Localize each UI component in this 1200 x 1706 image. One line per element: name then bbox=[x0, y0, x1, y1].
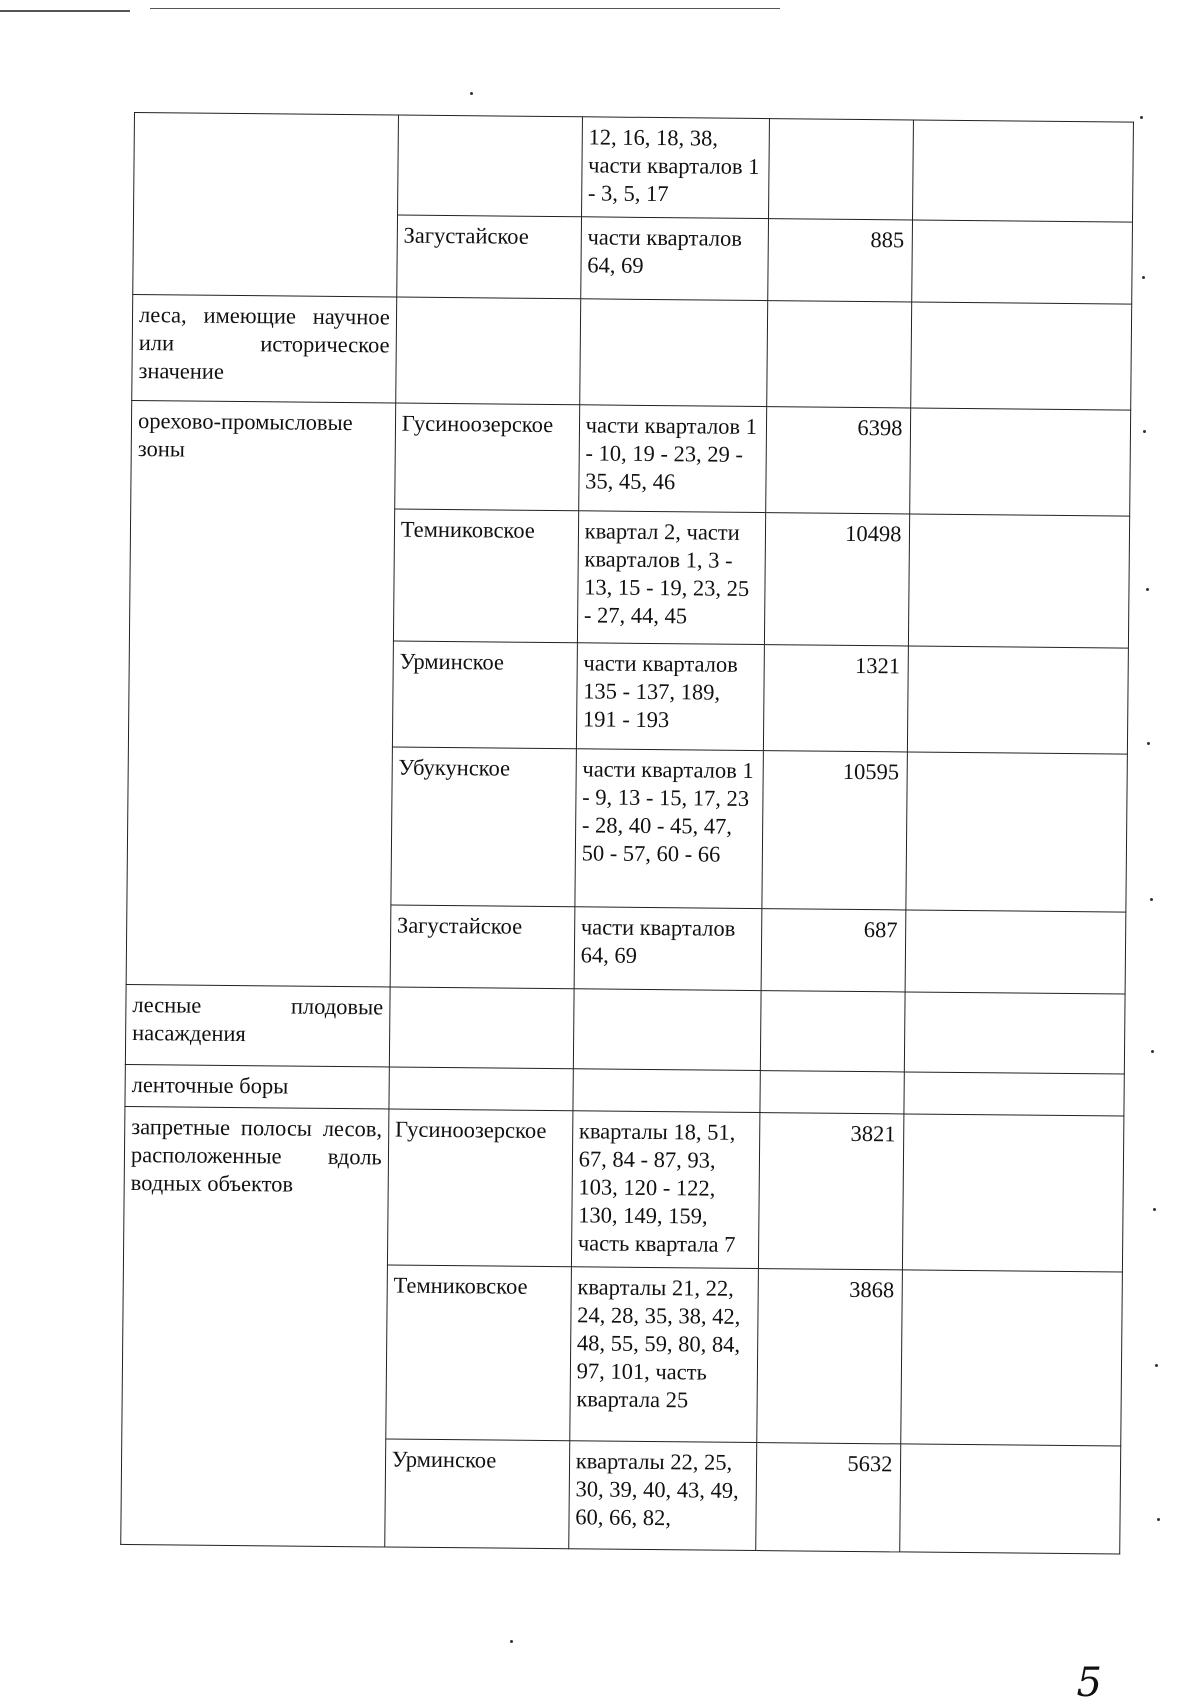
scan-speck bbox=[1150, 898, 1153, 901]
notes-cell bbox=[906, 752, 1127, 912]
area-cell: 5632 bbox=[755, 1443, 901, 1552]
table-row bbox=[125, 984, 1125, 1074]
notes-cell bbox=[901, 1270, 1122, 1446]
notes-cell bbox=[904, 1072, 1124, 1116]
quarters-cell: кварталы 21, 22, 24, 28, 35, 38, 42, 48, 55, 59, 80, 84, 97, 101, часть квартала 25 bbox=[569, 1267, 757, 1443]
notes-cell bbox=[912, 220, 1132, 304]
quarters-cell: кварталы 18, 51, 67, 84 - 87, 93, 103, 120 - 122, 130, 149, 159, часть квартала 7 bbox=[571, 1111, 759, 1269]
category-cell: лесные плодовые насаждения bbox=[125, 984, 390, 1067]
category-cell: ленточные боры bbox=[125, 1064, 389, 1109]
notes-cell bbox=[913, 120, 1134, 222]
category-cell bbox=[133, 113, 399, 298]
forestry-cell: Темниковское bbox=[386, 1265, 572, 1441]
notes-cell bbox=[908, 646, 1129, 754]
area-cell: 6398 bbox=[765, 407, 911, 514]
table-row bbox=[131, 400, 1131, 516]
scan-speck bbox=[1143, 430, 1146, 433]
quarters-cell: части кварталов 135 - 137, 189, 191 - 193 bbox=[576, 643, 764, 751]
notes-cell bbox=[905, 910, 1125, 994]
forestry-cell: Гусиноозерское bbox=[394, 403, 579, 511]
notes-cell bbox=[910, 408, 1131, 516]
area-cell bbox=[766, 301, 912, 408]
category-cell: леса, имеющие научное или историческое значение bbox=[132, 294, 397, 403]
forestry-cell: Загустайское bbox=[397, 215, 582, 299]
category-cell: запретные полосы лесов, расположенные вдоль водных объектов bbox=[121, 1106, 389, 1547]
scan-speck bbox=[1151, 1050, 1154, 1053]
scan-speck bbox=[1147, 742, 1150, 745]
forestry-cell bbox=[395, 297, 580, 405]
scan-speck bbox=[1142, 276, 1145, 279]
forestry-cell: Урминское bbox=[392, 641, 577, 749]
forestry-cell: Убукунское bbox=[391, 747, 576, 907]
area-cell: 10595 bbox=[761, 751, 907, 910]
area-cell: 3868 bbox=[756, 1269, 903, 1444]
quarters-cell bbox=[579, 299, 767, 407]
quarters-cell: части кварталов 64, 69 bbox=[574, 907, 762, 991]
quarters-cell: части кварталов 1 - 10, 19 - 23, 29 - 35, 45, 46 bbox=[578, 405, 766, 513]
scan-speck bbox=[1146, 588, 1149, 591]
table-row bbox=[132, 294, 1132, 410]
scan-speck bbox=[510, 1640, 513, 1643]
notes-cell bbox=[900, 1444, 1121, 1554]
forestry-cell: Урминское bbox=[385, 1439, 570, 1549]
quarters-cell: части кварталов 64, 69 bbox=[580, 217, 768, 301]
quarters-cell: части кварталов 1 - 9, 13 - 15, 17, 23 - 28, 40 - 45, 47, 50 - 57, 60 - 66 bbox=[575, 749, 763, 909]
area-cell: 10498 bbox=[764, 513, 910, 646]
notes-cell bbox=[909, 514, 1130, 648]
forestry-cell bbox=[397, 115, 582, 217]
forestry-cell bbox=[389, 1067, 573, 1111]
notes-cell bbox=[911, 302, 1132, 410]
category-cell: орехово-промысловые зоны bbox=[126, 400, 395, 987]
quarters-cell: квартал 2, части кварталов 1, 3 - 13, 15 - 19, 23, 25 - 27, 44, 45 bbox=[577, 511, 765, 645]
area-cell: 3821 bbox=[758, 1113, 904, 1270]
quarters-cell bbox=[573, 989, 761, 1071]
scan-speck bbox=[1157, 1518, 1160, 1521]
scan-speck bbox=[470, 92, 473, 95]
forestry-cell: Гусиноозерское bbox=[387, 1109, 572, 1267]
area-cell bbox=[759, 1071, 904, 1114]
forestry-cell bbox=[389, 987, 574, 1069]
quarters-cell: кварталы 22, 25, 30, 39, 40, 43, 49, 60, 66, 82, bbox=[568, 1441, 756, 1551]
table-row bbox=[134, 113, 1134, 223]
area-cell bbox=[768, 119, 914, 220]
quarters-cell: 12, 16, 18, 38, части кварталов 1 - 3, 5, 17 bbox=[581, 117, 769, 219]
notes-cell bbox=[905, 992, 1125, 1074]
area-cell: 687 bbox=[761, 909, 907, 992]
notes-cell bbox=[903, 1114, 1124, 1272]
area-cell bbox=[760, 991, 906, 1072]
forestry-cell: Загустайское bbox=[390, 905, 575, 989]
scan-edge-line bbox=[150, 8, 780, 9]
page-number: 5 bbox=[1076, 1660, 1102, 1706]
scan-edge-line bbox=[0, 10, 130, 12]
forestry-cell: Темниковское bbox=[393, 509, 578, 643]
scan-speck bbox=[1155, 1364, 1158, 1367]
table-row bbox=[123, 1106, 1123, 1272]
forest-protection-table bbox=[120, 112, 1134, 1555]
area-cell: 1321 bbox=[763, 645, 909, 752]
quarters-cell bbox=[573, 1069, 760, 1113]
scan-speck bbox=[1153, 1208, 1156, 1211]
scan-speck bbox=[1140, 116, 1143, 119]
area-cell: 885 bbox=[767, 219, 913, 302]
